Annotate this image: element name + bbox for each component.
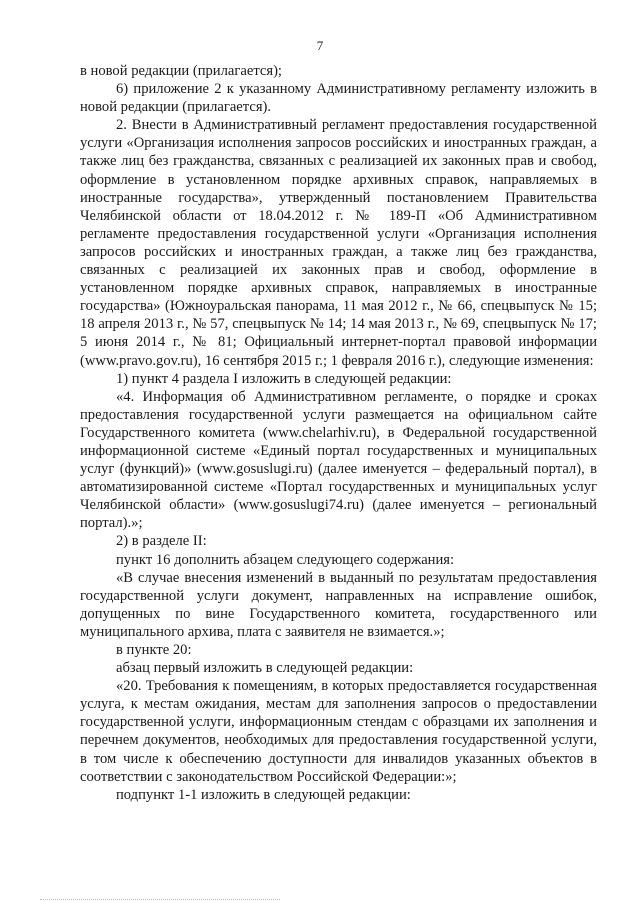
paragraph: в новой редакции (прилагается); xyxy=(80,63,282,79)
paragraph: в пункте 20: xyxy=(116,642,192,658)
paragraph: пункт 16 дополнить абзацем следующего содержания: xyxy=(116,551,455,568)
paragraph: 1) пункт 4 раздела I изложить в следующей редакции: xyxy=(116,370,452,387)
scan-artifact-line xyxy=(40,899,280,901)
paragraph: 2) в разделе II: xyxy=(116,533,207,550)
paragraph: «20. Требования к помещениям, в которых предоставляется государственная услуга, к местам ожидания, местам для заполнения запросов о предоставлении государственной услуги, информационным стендам с образцами их заполнения и перечнем документов, необходимых для предоставления государственной услуги, в том числе к обеспечению доступности для инвалидов указанных объектов в соответствии с законодательством Российской Федерации:»; xyxy=(80,678,597,785)
paragraph: «4. Информация об Административном регламенте, о порядке и сроках предоставления государственной услуги размещается на официальном сайте Государственного комитета (www.chelarhiv.ru), в Федеральной государственной информационной системе «Единый портал государственных и муниципальных услуг (функций)» (www.gosuslugi.ru) (далее именуется – федеральный портал), в автоматизированной системе «Портал государственных и муниципальных услуг Челябинской области» (www.gosuslugi74.ru) (далее именуется – региональный портал).»; xyxy=(80,388,597,532)
paragraph: абзац первый изложить в следующей редакции: xyxy=(116,660,414,677)
paragraph: подпункт 1-1 изложить в следующей редакции: xyxy=(116,786,411,803)
document-body xyxy=(80,62,597,804)
page-number: 7 xyxy=(316,38,324,53)
paragraph: 6) приложение 2 к указанному Административному регламенту изложить в новой редакции (прилагается). xyxy=(80,81,597,116)
paragraph: 2. Внести в Административный регламент предоставления государственной услуги «Организация исполнения запросов российских и иностранных граждан, а также лиц без гражданства, связанных с реализацией их законных прав и свобод, оформление в установленном порядке архивных справок, направляемых в иностранные государства», утвержденный постановлением Правительства Челябинской области от 18.04.2012 г. № 189-П «Об Административном регламенте предоставления государственной услуги «Организация исполнения запросов российских и иностранных граждан, а также лиц без гражданства, связанных с реализацией их законных прав и свобод, оформление в установленном порядке архивных справок, направляемых в иностранные государства» (Южноуральская панорама, 11 мая 2012 г., № 66, спецвыпуск № 15; 18 апреля 2013 г., № 57, спецвыпуск № 14; 14 мая 2013 г., № 69, спецвыпуск № 17; 5 июня 2014 г., № 81; Официальный интернет-портал правовой информации (www.pravo.gov.ru), 16 сентября 2015 г.; 1 февраля 2016 г.), следующие изменения: xyxy=(80,117,597,369)
paragraph: «В случае внесения изменений в выданный по результатам предоставления государственной услуги документ, направленных на исправление ошибок, допущенных по вине Государственного комитета, государственного или муниципального архива, плата с заявителя не взимается.»; xyxy=(80,569,597,640)
